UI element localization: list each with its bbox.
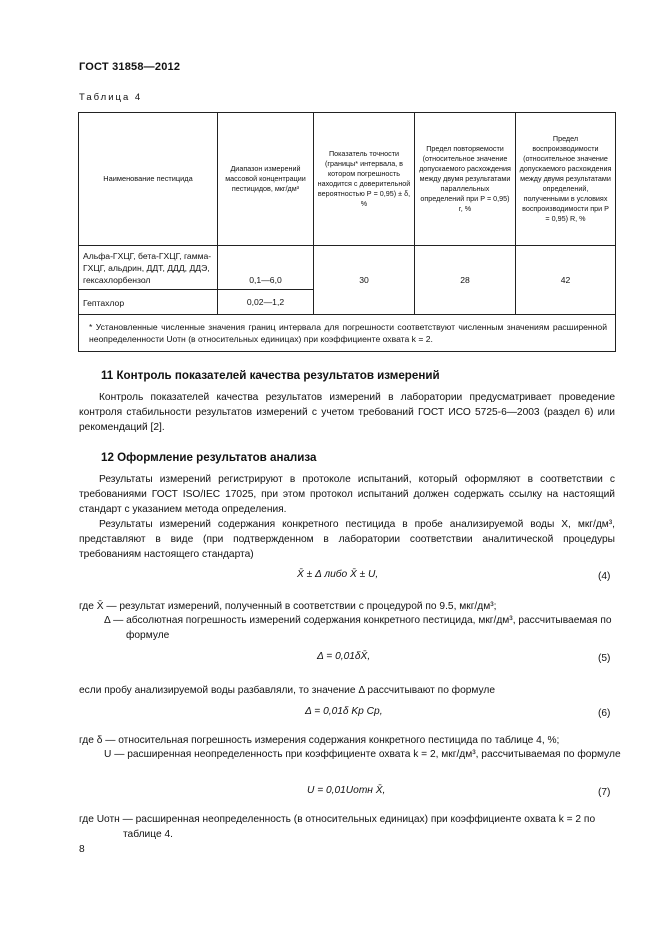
definition-delta: Δ — абсолютная погрешность измерений содержания конкретного пестицида, мкг/дм³, рассчитываемая по формуле xyxy=(104,615,612,641)
paragraph-1: Результаты измерений регистрируют в протоколе испытаний, который оформляют в соответствии с требованиями ГОСТ ISO/IEC 17025, при этом протокол испытаний должен содержать ссылку на настоящий стандарт с указанием метода определения. xyxy=(79,474,615,515)
range-value: 0,1—6,0 xyxy=(218,246,314,290)
definition-delta-relative: где δ — относительная погрешность измерения содержания конкретного пестицида по таблице 4, %; xyxy=(79,735,560,746)
equation-5: Δ = 0,01δX̄, xyxy=(317,651,371,662)
paragraph-3: если пробу анализируемой воды разбавляли, то значение Δ рассчитывают по формуле xyxy=(79,685,495,696)
col-header-range: Диапазон измерений массовой концентрации пестицидов, мкг/дм³ xyxy=(218,113,314,246)
table-4 xyxy=(78,112,616,352)
accuracy-value: 30 xyxy=(314,246,415,315)
equation-7: U = 0,01Uотн X̄, xyxy=(307,785,386,796)
pesticide-name: Гептахлор xyxy=(79,290,218,315)
section-12-title: 12 Оформление результатов анализа xyxy=(101,451,317,464)
definition-x: где X̄ — результат измерений, полученный в соответствии с процедурой по 9.5, мкг/дм³; xyxy=(79,601,497,612)
definition-uotn: где Uотн — расширенная неопределенность (в относительных единицах) при коэффициенте охвата k = 2 по таблице 4. xyxy=(79,814,596,840)
table-footnote: * Установленные численные значения границ интервала для погрешности соответствуют численным значениям расширенной неопределенности Uотн (в относительных единицах) при коэффициенте охвата k = 2. xyxy=(79,315,616,352)
repeatability-value: 28 xyxy=(415,246,516,315)
page-number: 8 xyxy=(79,844,85,855)
col-header-name: Наименование пестицида xyxy=(79,113,218,246)
table-caption: Таблица 4 xyxy=(79,92,143,103)
paragraph-2: Результаты измерений содержания конкретного пестицида в пробе анализируемой воды X, мкг/дм³, представляют в виде (при подтвержденном в лаборатории соответствии аналитической процедуры требованиям настоящего стандарта) xyxy=(79,519,615,560)
table-footnote-row xyxy=(79,315,616,352)
equation-6: Δ = 0,01δ Kр Cр, xyxy=(305,706,383,717)
equation-6-number: (6) xyxy=(598,708,611,719)
reproducibility-value: 42 xyxy=(516,246,616,315)
range-value: 0,02—1,2 xyxy=(218,290,314,315)
table-row xyxy=(79,246,616,290)
col-header-repeatability: Предел повторяемости (относительное значение допускаемого расхождения между двумя результатами параллельных определений при Р = 0,95) r, % xyxy=(415,113,516,246)
document-header: ГОСТ 31858—2012 xyxy=(79,61,181,73)
col-header-accuracy: Показатель точности (границы* интервала, в котором погрешность находится с доверительной вероятностью Р = 0,95) ± δ, % xyxy=(314,113,415,246)
pesticide-name: Альфа-ГХЦГ, бета-ГХЦГ, гамма-ГХЦГ, альдрин, ДДТ, ДДД, ДДЭ, гексахлорбензол xyxy=(79,246,218,290)
equation-5-number: (5) xyxy=(598,653,611,664)
col-header-reproducibility: Предел воспроизводимости (относительное значение допускаемого расхождения между двумя результатами определений, полученными в условиях воспроизводимости при Р = 0,95) R, % xyxy=(516,113,616,246)
equation-4: X̄ ± Δ либо X̄ ± U, xyxy=(297,569,379,580)
definition-u: U — расширенная неопределенность при коэффициенте охвата k = 2, мкг/дм³, рассчитываемая по формуле xyxy=(104,749,621,760)
section-11-text: Контроль показателей качества результатов измерений в лаборатории предусматривает проведение контроля стабильности результатов измерений с учетом требований ГОСТ ИСО 5725-6—2003 (раздел 6) или рекомендаций [2]. xyxy=(79,392,615,433)
table-header-row xyxy=(79,113,616,246)
section-11-title: 11 Контроль показателей качества результатов измерений xyxy=(101,369,440,382)
equation-7-number: (7) xyxy=(598,787,611,798)
equation-4-number: (4) xyxy=(598,571,611,582)
